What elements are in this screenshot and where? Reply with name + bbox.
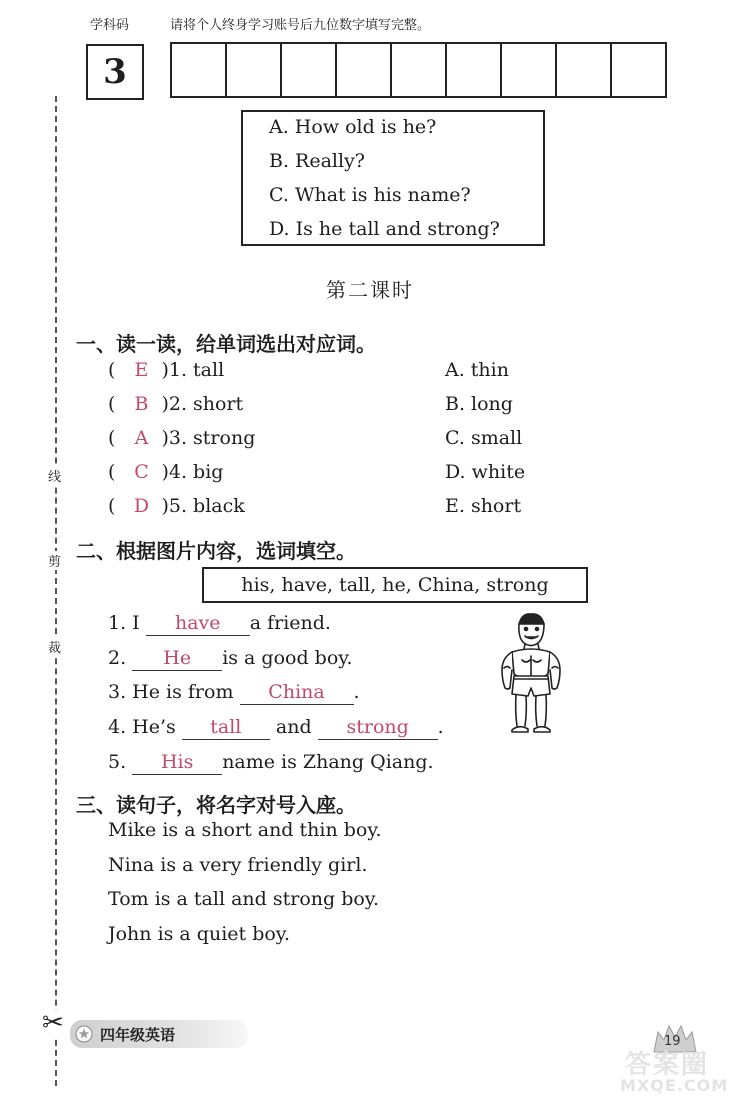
footer-band (70, 1020, 248, 1048)
question-text: . (437, 716, 444, 738)
question-text: 5. (108, 751, 127, 773)
answer-blank[interactable]: He (132, 646, 222, 671)
digit-cell[interactable] (227, 44, 282, 96)
fill-question-5 (108, 750, 434, 775)
answer-letter: A (134, 427, 149, 449)
answer-letter: B (134, 393, 149, 415)
open-paren: ( (108, 359, 116, 381)
answer-blank[interactable]: strong (318, 715, 438, 740)
answer-blank[interactable]: have (146, 611, 250, 636)
question-text: 3. He is from (108, 681, 234, 703)
digit-cell[interactable] (447, 44, 502, 96)
digit-cell[interactable] (557, 44, 612, 96)
option-c: C. What is his name? (269, 184, 471, 206)
open-paren: ( (108, 393, 116, 415)
answer-letter: C (134, 461, 149, 483)
section-2-title: 二、根据图片内容，选词填空。 (76, 539, 356, 563)
question-text: 4. He’s (108, 716, 176, 738)
question-text: is a good boy. (222, 647, 353, 669)
match-word: )3. strong (161, 427, 256, 449)
question-text: name is Zhang Qiang. (222, 751, 434, 773)
answer-letter: E (134, 359, 149, 381)
match-word: )2. short (161, 393, 244, 415)
cut-line (55, 96, 57, 1086)
match-item (108, 427, 255, 449)
open-paren: ( (108, 427, 116, 449)
cut-label-cai: 裁 (48, 637, 61, 656)
digit-cell[interactable] (392, 44, 447, 96)
match-item (108, 359, 224, 381)
fill-question-1 (108, 611, 331, 636)
scissors-icon: ✂ (42, 1008, 64, 1038)
match-option: E. short (445, 495, 522, 517)
watermark-url: MXQE.COM (620, 1076, 729, 1095)
match-item (108, 495, 245, 517)
question-text: a friend. (249, 612, 331, 634)
question-text: and (275, 716, 312, 738)
sentence: John is a quiet boy. (108, 923, 291, 945)
subject-code-box: 3 (86, 44, 144, 100)
section-1-title: 一、读一读，给单词选出对应词。 (76, 332, 376, 356)
answer-blank[interactable]: tall (182, 715, 270, 740)
question-text: . (353, 681, 360, 703)
fill-question-3 (108, 680, 360, 705)
sentence: Tom is a tall and strong boy. (108, 888, 380, 910)
option-b: B. Really? (269, 150, 365, 172)
answer-letter: D (133, 495, 150, 517)
digit-cell[interactable] (612, 44, 665, 96)
question-options-box (241, 110, 545, 246)
match-word: )5. black (161, 495, 245, 517)
option-a: A. How old is he? (269, 116, 437, 138)
question-text: 1. I (108, 612, 140, 634)
strong-boy-illustration (492, 608, 570, 740)
digit-cell[interactable] (282, 44, 337, 96)
open-paren: ( (108, 461, 116, 483)
account-digit-boxes[interactable] (170, 42, 667, 98)
cut-label-xian: 线 (48, 466, 61, 485)
match-word: )1. tall (161, 359, 225, 381)
question-text: 2. (108, 647, 127, 669)
section-3-title: 三、读句子，将名字对号入座。 (76, 793, 356, 817)
fill-question-2 (108, 646, 353, 671)
cut-label-jian: 剪 (48, 551, 61, 570)
star-icon (75, 1025, 93, 1043)
sentence: Nina is a very friendly girl. (108, 854, 368, 876)
word-bank: his, have, tall, he, China, strong (202, 567, 588, 603)
match-option: B. long (445, 393, 513, 415)
lesson-title: 第二课时 (326, 278, 414, 302)
digit-cell[interactable] (172, 44, 227, 96)
watermark-logo: 答案圈 (625, 1050, 710, 1080)
footer-subject: 四年级英语 (100, 1026, 176, 1044)
match-option: D. white (445, 461, 526, 483)
match-option: A. thin (445, 359, 509, 381)
page-number: 19 (664, 1034, 681, 1049)
open-paren: ( (108, 495, 116, 517)
answer-blank[interactable]: China (240, 680, 354, 705)
match-item (108, 461, 223, 483)
subject-code-label: 学科码 (90, 18, 130, 33)
match-word: )4. big (161, 461, 224, 483)
match-option: C. small (445, 427, 523, 449)
match-item (108, 393, 243, 415)
sentence: Mike is a short and thin boy. (108, 819, 382, 841)
option-d: D. Is he tall and strong? (269, 218, 500, 240)
answer-blank[interactable]: His (132, 750, 222, 775)
digit-cell[interactable] (337, 44, 392, 96)
account-instruction: 请将个人终身学习账号后九位数字填写完整。 (170, 18, 431, 33)
fill-question-4 (108, 715, 444, 740)
digit-cell[interactable] (502, 44, 557, 96)
